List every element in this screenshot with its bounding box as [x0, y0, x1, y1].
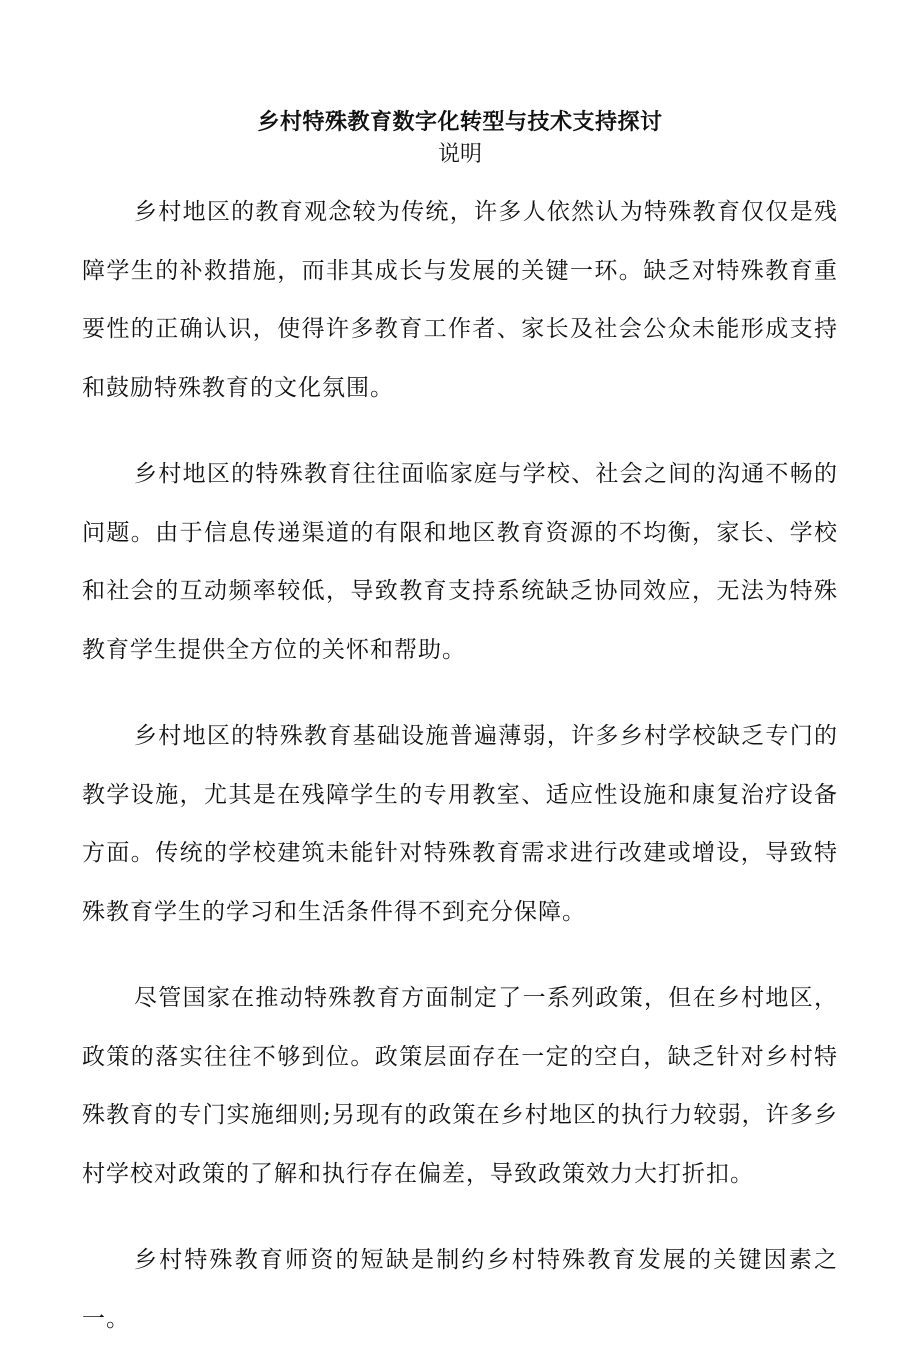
document-subtitle: 说明 — [437, 142, 482, 167]
paragraph-2: 乡村地区的特殊教育往往面临家庭与学校、社会之间的沟通不畅的问题。由于信息传递渠道的有限和地区教育资源的不均衡，家长、学校和社会的互动频率较低，导致教育支持系统缺乏协同效应，无法为特殊教育学生提供全方位的关怀和帮助。 — [82, 461, 838, 663]
paragraph-4: 尽管国家在推动特殊教育方面制定了一系列政策，但在乡村地区，政策的落实往往不够到位。政策层面存在一定的空白，缺乏针对乡村特殊教育的专门实施细则;另现有的政策在乡村地区的执行力较弱，许多乡村学校对政策的了解和执行存在偏差，导致政策效力大打折扣。 — [82, 985, 838, 1187]
document-title: 乡村特殊教育数字化转型与技术支持探讨 — [257, 109, 663, 135]
paragraph-3: 乡村地区的特殊教育基础设施普遍薄弱，许多乡村学校缺乏专门的教学设施，尤其是在残障学生的专用教室、适应性设施和康复治疗设备方面。传统的学校建筑未能针对特殊教育需求进行改建或增设，导致特殊教育学生的学习和生活条件得不到充分保障。 — [82, 723, 838, 925]
document-body — [82, 183, 838, 1348]
paragraph-5: 乡村特殊教育师资的短缺是制约乡村特殊教育发展的关键因素之一。 — [82, 1247, 838, 1332]
paragraph-1: 乡村地区的教育观念较为传统，许多人依然认为特殊教育仅仅是残障学生的补救措施，而非其成长与发展的关键一环。缺乏对特殊教育重要性的正确认识，使得许多教育工作者、家长及社会公众未能形成支持和鼓励特殊教育的文化氛围。 — [82, 199, 838, 401]
